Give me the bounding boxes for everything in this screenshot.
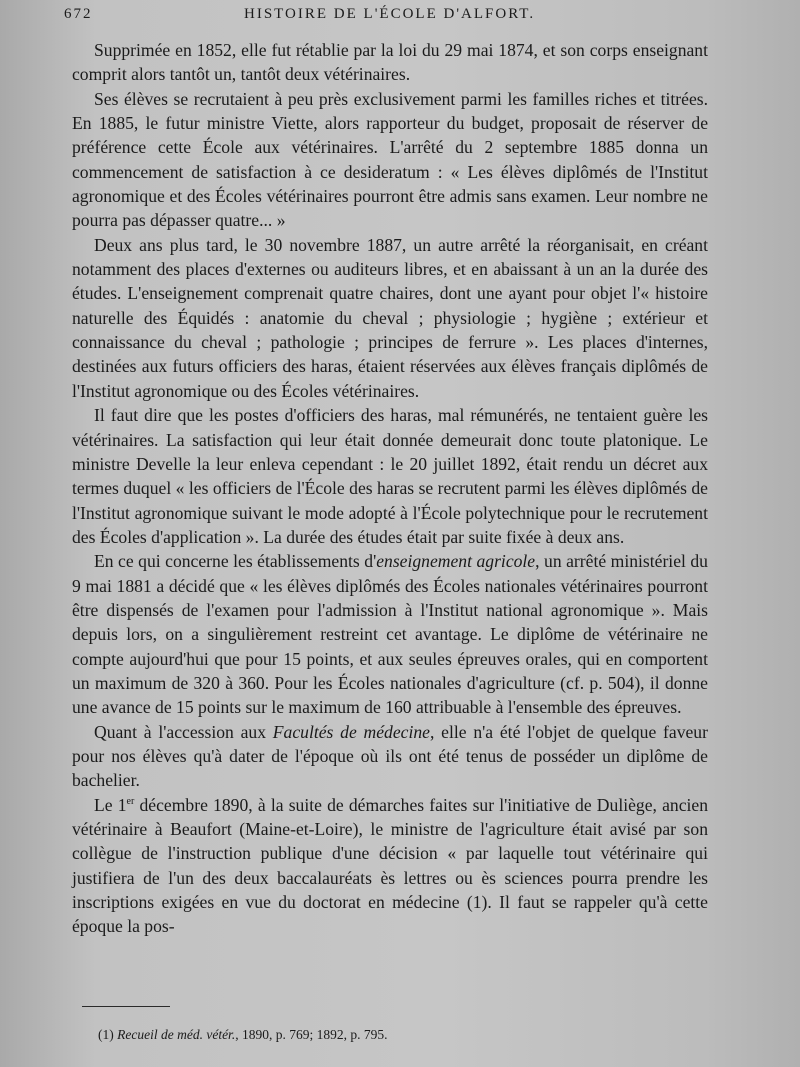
text-run: Supprimée en 1852, elle fut rétablie par la loi du 29 mai 1874, et son corps enseignant comprit alors tantôt un, tantôt deux vétérinaires. xyxy=(72,40,708,85)
running-title: HISTOIRE DE L'ÉCOLE D'ALFORT. xyxy=(244,6,536,22)
paragraph xyxy=(72,403,708,549)
text-run: En ce qui concerne les établissements d' xyxy=(94,551,377,572)
paragraph xyxy=(72,720,708,793)
superscript: er xyxy=(126,795,135,807)
italic-phrase: enseignement agricole xyxy=(376,551,536,572)
text-run: Deux ans plus tard, le 30 novembre 1887, un autre arrêté la réorganisait, en créant notamment des places d'externes ou auditeurs libres, et en abaissant à un an la durée des études. L'enseignement comprenait quatre chaires, dont une ayant pour objet l'« histoire naturelle des Équidés : anatomie du cheval ; physiologie ; hygiène ; extérieur et connaissance du cheval ; pathologie ; principes de ferrure ». Les places d'internes, destinées aux futurs officiers des haras, étaient réservées aux élèves français diplômés de l'Institut agronomique ou des Écoles vétérinaires. xyxy=(72,234,708,401)
text-run: , un arrêté ministériel du 9 mai 1881 a décidé que « les élèves diplômés des Écoles nationales vétérinaires pourront être dispensés de l'examen pour l'admission à l'Institut national agronomique ». Mais depuis lors, on a singulièrement restreint cet avantage. Le diplôme de vétérinaire ne compte aujourd'hui que pour 15 points, et aux seules épreuves orales, qui en comportent un maximum de 320 à 360. Pour les Écoles nationales d'agriculture (cf. p. 504), il donne une avance de 15 points sur le maximum de 160 attribuable à l'ensemble des épreuves. xyxy=(72,551,708,718)
page-number: 672 xyxy=(64,6,93,22)
running-head xyxy=(64,6,736,30)
text-run: Il faut dire que les postes d'officiers des haras, mal rémunérés, ne tentaient guère les vétérinaires. La satisfaction qui leur était donnée demeurait donc toute platonique. Le ministre Develle la leur enleva cependant : le 20 juillet 1892, était rendu un décret aux termes duquel « les officiers de l'École des haras se recrutent parmi les élèves diplômés de l'Institut agronomique suivant le mode adopté à l'École polytechnique pour le recrutement des Écoles d'application ». La durée des études était par suite fixée à deux ans. xyxy=(72,405,708,547)
paragraph xyxy=(72,549,708,719)
text-run: décembre 1890, à la suite de démarches faites sur l'initiative de Duliège, ancien vétérinaire à Beaufort (Maine-et-Loire), le ministre de l'agriculture était avisé par son collègue de l'instruction publique d'une décision « par laquelle tout vétérinaire qui justifiera de l'un des deux baccalauréats ès lettres ou ès sciences pourra prendre les inscriptions exigées en vue du doctorat en médecine (1). Il faut se rappeler qu'à cette époque la pos- xyxy=(72,794,708,937)
text-run: Le 1 xyxy=(94,794,127,815)
body-text xyxy=(72,38,708,939)
paragraph xyxy=(72,793,708,939)
footnote-marker: (1) xyxy=(98,1027,114,1042)
text-run: , elle n'a été l'objet de quelque faveur pour nos élèves qu'à dater de l'époque où ils ont été tenus de posséder un diplôme de bachelier. xyxy=(72,721,708,791)
text-run: Quant à l'accession aux xyxy=(94,721,273,742)
footnote xyxy=(98,1026,698,1044)
paragraph xyxy=(72,233,708,403)
paragraph xyxy=(72,87,708,233)
footnote-rule xyxy=(82,1006,170,1007)
footnote-reference: , 1890, p. 769; 1892, p. 795. xyxy=(235,1027,388,1042)
paragraph xyxy=(72,38,708,87)
text-run: Ses élèves se recrutaient à peu près exclusivement parmi les familles riches et titrées. En 1885, le futur ministre Viette, alors rapporteur du budget, proposait de réserver de préférence cette École aux vétérinaires. L'arrêté du 2 septembre 1885 donna un commencement de satisfaction à ce desideratum : « Les élèves diplômés de l'Institut agronomique et des Écoles vétérinaires pourront être admis sans examen. Leur nombre ne pourra pas dépasser quatre... » xyxy=(72,88,708,231)
italic-phrase: Facultés de médecine xyxy=(272,721,430,742)
footnote-source: Recueil de méd. vétér. xyxy=(117,1027,236,1042)
